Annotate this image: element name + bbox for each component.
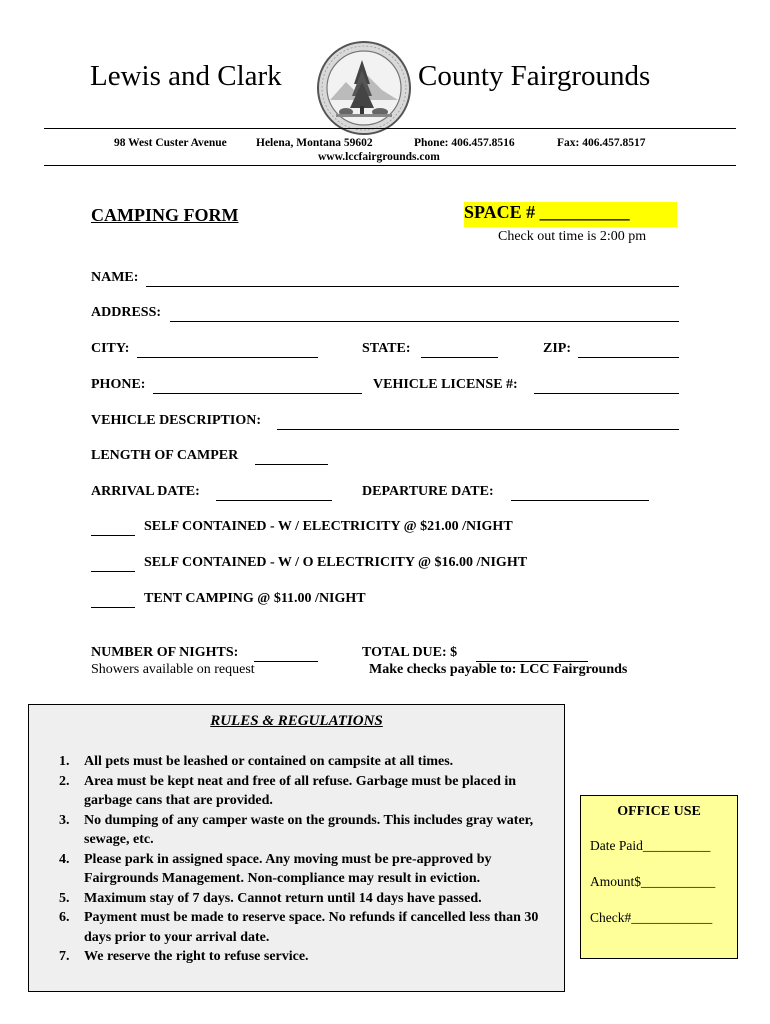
rule-item: 6. Payment must be made to reserve space. No refunds if cancelled less than 30 days prior to your arrival date. [59,910,539,945]
arrival-date-input-line[interactable] [216,500,332,501]
office-use-box [580,795,738,959]
state-input-line[interactable] [421,357,498,358]
space-number-field[interactable]: SPACE # __________ [464,202,677,227]
office-use-title: OFFICE USE [617,804,701,819]
rule-item: 7. We reserve the right to refuse service. [59,949,309,964]
fax-number: Fax: 406.457.8517 [557,137,646,149]
amount-field[interactable]: Amount$___________ [590,874,716,889]
rule-item: 5. Maximum stay of 7 days. Cannot return until 14 days have passed. [59,890,482,906]
name-label: NAME: [91,270,139,285]
date-paid-field[interactable]: Date Paid__________ [590,838,711,853]
checks-payable-note: Make checks payable to: LCC Fairgrounds [369,662,628,677]
county-seal-logo [316,40,412,136]
checkout-time: Check out time is 2:00 pm [498,229,647,244]
city-label: CITY: [91,341,130,356]
option-no-electric-label: SELF CONTAINED - W / O ELECTRICITY @ $16.00 /NIGHT [144,555,528,570]
header-top-rule [44,128,736,129]
city-state-zip: Helena, Montana 59602 [256,137,373,149]
address-input-line[interactable] [170,321,679,322]
departure-date-label: DEPARTURE DATE: [362,484,494,499]
rule-item: 1. All pets must be leashed or contained on campsite at all times. [59,754,454,769]
check-number-field[interactable]: Check#____________ [590,910,713,925]
name-input-line[interactable] [146,286,679,287]
departure-date-input-line[interactable] [511,500,649,501]
phone-label: PHONE: [91,377,146,392]
city-input-line[interactable] [137,357,318,358]
total-due-label: TOTAL DUE: $ [362,645,458,660]
option-no-electric-checkline[interactable] [91,571,135,572]
state-label: STATE: [362,341,411,356]
vehicle-description-input-line[interactable] [277,429,679,430]
title-left: Lewis and Clark [90,60,282,92]
rules-list [59,752,561,967]
rules-box [28,704,565,992]
form-title: CAMPING FORM [91,205,239,225]
phone-input-line[interactable] [153,393,362,394]
option-tent-label: TENT CAMPING @ $11.00 /NIGHT [144,591,366,606]
vehicle-license-input-line[interactable] [534,393,679,394]
vehicle-license-label: VEHICLE LICENSE #: [373,377,518,392]
rule-item: 3. No dumping of any camper waste on the grounds. This includes gray water, sewage, etc. [59,812,534,847]
option-electric-label: SELF CONTAINED - W / ELECTRICITY @ $21.00 /NIGHT [144,519,513,534]
phone-number: Phone: 406.457.8516 [414,137,515,149]
option-electric-checkline[interactable] [91,535,135,536]
rules-title: RULES & REGULATIONS [210,713,383,729]
length-of-camper-label: LENGTH OF CAMPER [91,448,239,463]
rule-item: 4. Please park in assigned space. Any moving must be pre-approved by Fairgrounds Management. Non-compliance may result in eviction. [59,851,492,886]
rule-item: 2. Area must be kept neat and free of all refuse. Garbage must be placed in garbage cans that are provided. [59,773,517,808]
zip-label: ZIP: [543,341,571,356]
title-right: County Fairgrounds [418,60,651,92]
showers-note: Showers available on request [91,662,255,677]
zip-input-line[interactable] [578,357,679,358]
number-of-nights-label: NUMBER OF NIGHTS: [91,645,239,660]
vehicle-description-label: VEHICLE DESCRIPTION: [91,413,261,428]
arrival-date-label: ARRIVAL DATE: [91,484,200,499]
street-address: 98 West Custer Avenue [114,137,227,149]
option-tent-checkline[interactable] [91,607,135,608]
length-of-camper-input-line[interactable] [255,464,328,465]
website-link[interactable]: www.lccfairgrounds.com [318,151,440,163]
header-bottom-rule [44,165,736,166]
number-of-nights-input-line[interactable] [254,661,318,662]
address-label: ADDRESS: [91,305,162,320]
